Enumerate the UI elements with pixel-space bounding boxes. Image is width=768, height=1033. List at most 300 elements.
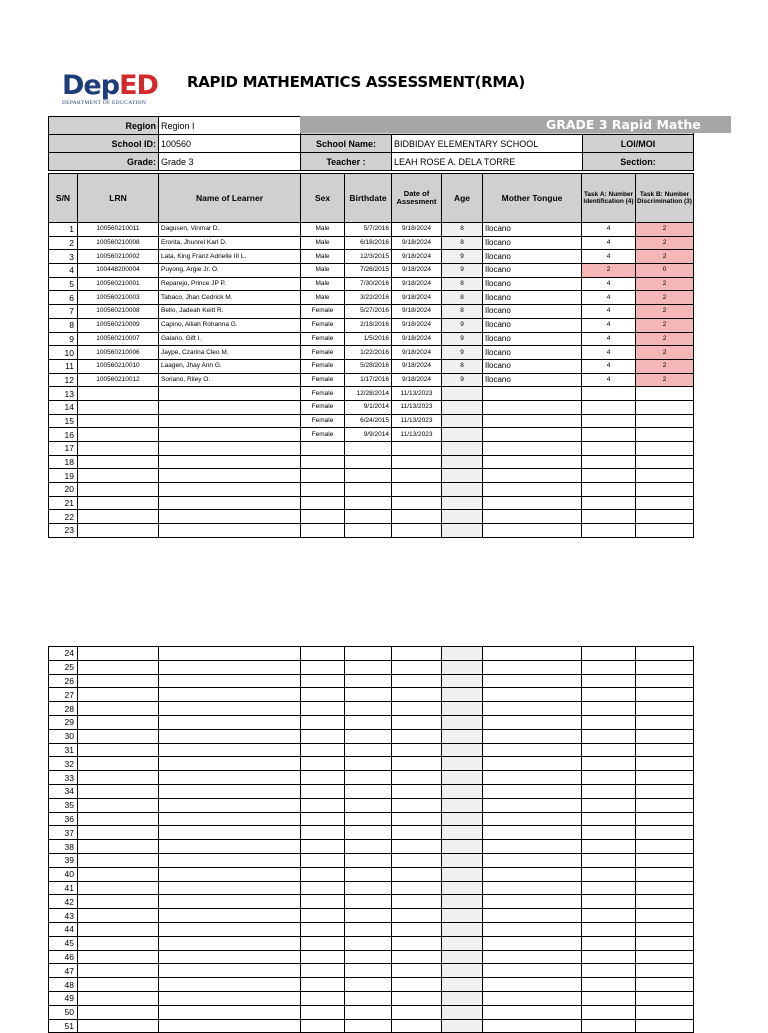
cell-birthdate[interactable]: 3/22/2016: [345, 291, 392, 305]
cell-mother-tongue[interactable]: Ilocano: [483, 346, 582, 360]
cell-empty[interactable]: [636, 784, 694, 798]
cell-date-of-assessment[interactable]: 11/13/2023: [392, 428, 442, 442]
cell-empty[interactable]: [636, 853, 694, 867]
cell-empty[interactable]: [582, 978, 636, 992]
cell-empty[interactable]: [301, 784, 345, 798]
cell-empty[interactable]: [582, 1019, 636, 1033]
cell-empty[interactable]: [442, 647, 483, 661]
cell-empty[interactable]: [345, 729, 392, 743]
cell-birthdate[interactable]: [345, 455, 392, 469]
cell-empty[interactable]: [159, 757, 301, 771]
cell-birthdate[interactable]: 2/18/2016: [345, 318, 392, 332]
school-id-value[interactable]: 100560: [159, 135, 301, 153]
cell-empty[interactable]: [392, 674, 442, 688]
cell-mother-tongue[interactable]: Ilocano: [483, 305, 582, 319]
cell-empty[interactable]: [159, 702, 301, 716]
cell-empty[interactable]: [301, 978, 345, 992]
cell-empty[interactable]: [483, 950, 582, 964]
cell-empty[interactable]: [636, 798, 694, 812]
cell-task-a[interactable]: 4: [582, 291, 636, 305]
cell-age[interactable]: 8: [442, 223, 483, 237]
cell-sn[interactable]: 45: [49, 936, 78, 950]
cell-birthdate[interactable]: 1/17/2016: [345, 373, 392, 387]
cell-sex[interactable]: Female: [301, 373, 345, 387]
cell-sn[interactable]: 12: [49, 373, 78, 387]
cell-task-b[interactable]: [636, 496, 694, 510]
cell-task-a[interactable]: [582, 414, 636, 428]
cell-sn[interactable]: 11: [49, 359, 78, 373]
cell-sex[interactable]: [301, 442, 345, 456]
cell-empty[interactable]: [442, 757, 483, 771]
cell-sn[interactable]: 2: [49, 236, 78, 250]
cell-sex[interactable]: Male: [301, 250, 345, 264]
cell-empty[interactable]: [636, 895, 694, 909]
cell-sn[interactable]: 8: [49, 318, 78, 332]
cell-empty[interactable]: [392, 702, 442, 716]
cell-lrn[interactable]: 100560210009: [78, 318, 159, 332]
cell-sn[interactable]: 23: [49, 524, 78, 538]
cell-empty[interactable]: [392, 978, 442, 992]
cell-empty[interactable]: [345, 702, 392, 716]
school-name-value[interactable]: BIDBIDAY ELEMENTARY SCHOOL: [392, 135, 583, 153]
cell-empty[interactable]: [345, 757, 392, 771]
cell-empty[interactable]: [78, 757, 159, 771]
cell-empty[interactable]: [582, 674, 636, 688]
cell-mother-tongue[interactable]: Ilocano: [483, 264, 582, 278]
cell-empty[interactable]: [582, 909, 636, 923]
cell-empty[interactable]: [582, 867, 636, 881]
cell-empty[interactable]: [483, 964, 582, 978]
cell-lrn[interactable]: [78, 400, 159, 414]
cell-birthdate[interactable]: 12/28/2014: [345, 387, 392, 401]
cell-empty[interactable]: [483, 1005, 582, 1019]
cell-birthdate[interactable]: 9/1/2014: [345, 400, 392, 414]
cell-sn[interactable]: 22: [49, 510, 78, 524]
cell-empty[interactable]: [301, 936, 345, 950]
cell-empty[interactable]: [582, 826, 636, 840]
cell-empty[interactable]: [159, 660, 301, 674]
cell-lrn[interactable]: 100560210008: [78, 236, 159, 250]
cell-empty[interactable]: [483, 936, 582, 950]
cell-empty[interactable]: [345, 950, 392, 964]
cell-sn[interactable]: 38: [49, 840, 78, 854]
cell-task-a[interactable]: 4: [582, 332, 636, 346]
cell-lrn[interactable]: 100448200004: [78, 264, 159, 278]
cell-date-of-assessment[interactable]: [392, 496, 442, 510]
cell-empty[interactable]: [442, 936, 483, 950]
cell-empty[interactable]: [636, 660, 694, 674]
cell-lrn[interactable]: 100560210006: [78, 346, 159, 360]
cell-empty[interactable]: [392, 784, 442, 798]
cell-empty[interactable]: [78, 840, 159, 854]
cell-empty[interactable]: [636, 909, 694, 923]
cell-empty[interactable]: [78, 784, 159, 798]
cell-sn[interactable]: 4: [49, 264, 78, 278]
cell-task-b[interactable]: [636, 400, 694, 414]
cell-task-a[interactable]: 4: [582, 250, 636, 264]
cell-empty[interactable]: [301, 964, 345, 978]
cell-date-of-assessment[interactable]: [392, 510, 442, 524]
cell-empty[interactable]: [392, 909, 442, 923]
cell-birthdate[interactable]: 7/26/2015: [345, 264, 392, 278]
cell-empty[interactable]: [345, 715, 392, 729]
cell-age[interactable]: 8: [442, 305, 483, 319]
cell-empty[interactable]: [483, 757, 582, 771]
cell-empty[interactable]: [301, 729, 345, 743]
cell-empty[interactable]: [159, 936, 301, 950]
cell-empty[interactable]: [442, 715, 483, 729]
cell-empty[interactable]: [345, 812, 392, 826]
cell-birthdate[interactable]: [345, 442, 392, 456]
cell-empty[interactable]: [159, 853, 301, 867]
cell-empty[interactable]: [636, 1005, 694, 1019]
cell-empty[interactable]: [301, 674, 345, 688]
cell-empty[interactable]: [301, 909, 345, 923]
cell-lrn[interactable]: 100560210001: [78, 277, 159, 291]
cell-lrn[interactable]: 100560210008: [78, 305, 159, 319]
cell-empty[interactable]: [483, 909, 582, 923]
cell-empty[interactable]: [159, 798, 301, 812]
cell-empty[interactable]: [442, 991, 483, 1005]
cell-empty[interactable]: [301, 688, 345, 702]
cell-name[interactable]: [159, 455, 301, 469]
cell-sn[interactable]: 44: [49, 922, 78, 936]
cell-name[interactable]: [159, 469, 301, 483]
cell-empty[interactable]: [159, 826, 301, 840]
cell-empty[interactable]: [301, 895, 345, 909]
cell-empty[interactable]: [483, 991, 582, 1005]
cell-date-of-assessment[interactable]: [392, 483, 442, 497]
cell-empty[interactable]: [392, 1019, 442, 1033]
cell-empty[interactable]: [78, 1019, 159, 1033]
cell-empty[interactable]: [442, 771, 483, 785]
cell-lrn[interactable]: [78, 414, 159, 428]
cell-sn[interactable]: 48: [49, 978, 78, 992]
cell-empty[interactable]: [582, 895, 636, 909]
cell-age[interactable]: [442, 428, 483, 442]
cell-birthdate[interactable]: 1/22/2016: [345, 346, 392, 360]
cell-empty[interactable]: [345, 909, 392, 923]
cell-sn[interactable]: 49: [49, 991, 78, 1005]
cell-age[interactable]: [442, 387, 483, 401]
cell-empty[interactable]: [345, 840, 392, 854]
cell-empty[interactable]: [345, 798, 392, 812]
cell-date-of-assessment[interactable]: 9/18/2024: [392, 332, 442, 346]
cell-age[interactable]: 8: [442, 236, 483, 250]
cell-empty[interactable]: [159, 978, 301, 992]
cell-task-a[interactable]: [582, 428, 636, 442]
cell-lrn[interactable]: [78, 469, 159, 483]
cell-lrn[interactable]: [78, 483, 159, 497]
cell-empty[interactable]: [483, 895, 582, 909]
cell-task-a[interactable]: [582, 455, 636, 469]
cell-empty[interactable]: [483, 826, 582, 840]
cell-sn[interactable]: 51: [49, 1019, 78, 1033]
cell-empty[interactable]: [159, 812, 301, 826]
cell-empty[interactable]: [345, 964, 392, 978]
cell-date-of-assessment[interactable]: [392, 442, 442, 456]
cell-empty[interactable]: [301, 757, 345, 771]
cell-empty[interactable]: [345, 660, 392, 674]
cell-lrn[interactable]: [78, 387, 159, 401]
cell-sn[interactable]: 18: [49, 455, 78, 469]
cell-empty[interactable]: [301, 702, 345, 716]
cell-birthdate[interactable]: [345, 469, 392, 483]
cell-empty[interactable]: [78, 743, 159, 757]
cell-empty[interactable]: [442, 950, 483, 964]
cell-date-of-assessment[interactable]: [392, 524, 442, 538]
cell-task-a[interactable]: 4: [582, 223, 636, 237]
cell-empty[interactable]: [345, 826, 392, 840]
cell-sn[interactable]: 24: [49, 647, 78, 661]
cell-empty[interactable]: [392, 1005, 442, 1019]
cell-empty[interactable]: [301, 743, 345, 757]
cell-empty[interactable]: [301, 881, 345, 895]
cell-empty[interactable]: [159, 922, 301, 936]
cell-sex[interactable]: [301, 510, 345, 524]
cell-empty[interactable]: [442, 812, 483, 826]
cell-age[interactable]: [442, 483, 483, 497]
cell-name[interactable]: Capino, Alliah Rohanna G.: [159, 318, 301, 332]
cell-age[interactable]: [442, 510, 483, 524]
cell-empty[interactable]: [483, 978, 582, 992]
cell-sn[interactable]: 25: [49, 660, 78, 674]
cell-sex[interactable]: [301, 469, 345, 483]
cell-empty[interactable]: [78, 867, 159, 881]
cell-mother-tongue[interactable]: [483, 455, 582, 469]
cell-sn[interactable]: 32: [49, 757, 78, 771]
cell-empty[interactable]: [582, 757, 636, 771]
cell-sn[interactable]: 27: [49, 688, 78, 702]
cell-date-of-assessment[interactable]: 11/13/2023: [392, 387, 442, 401]
cell-name[interactable]: Lata, King Franz Adrielle III L.: [159, 250, 301, 264]
cell-empty[interactable]: [483, 853, 582, 867]
cell-sex[interactable]: Female: [301, 346, 345, 360]
cell-sn[interactable]: 17: [49, 442, 78, 456]
cell-birthdate[interactable]: 7/30/2016: [345, 277, 392, 291]
cell-sex[interactable]: Female: [301, 305, 345, 319]
cell-empty[interactable]: [345, 881, 392, 895]
cell-empty[interactable]: [301, 826, 345, 840]
cell-empty[interactable]: [582, 964, 636, 978]
cell-empty[interactable]: [483, 688, 582, 702]
cell-age[interactable]: [442, 400, 483, 414]
cell-empty[interactable]: [159, 688, 301, 702]
cell-empty[interactable]: [392, 991, 442, 1005]
cell-empty[interactable]: [442, 688, 483, 702]
cell-empty[interactable]: [392, 729, 442, 743]
cell-empty[interactable]: [392, 715, 442, 729]
cell-empty[interactable]: [78, 950, 159, 964]
cell-empty[interactable]: [442, 1019, 483, 1033]
cell-empty[interactable]: [78, 715, 159, 729]
cell-empty[interactable]: [442, 895, 483, 909]
cell-mother-tongue[interactable]: Ilocano: [483, 373, 582, 387]
cell-empty[interactable]: [636, 702, 694, 716]
cell-empty[interactable]: [442, 702, 483, 716]
cell-empty[interactable]: [345, 867, 392, 881]
cell-task-a[interactable]: [582, 442, 636, 456]
grade-value[interactable]: Grade 3: [159, 153, 301, 171]
cell-empty[interactable]: [78, 674, 159, 688]
cell-empty[interactable]: [392, 922, 442, 936]
cell-empty[interactable]: [159, 964, 301, 978]
cell-sn[interactable]: 42: [49, 895, 78, 909]
cell-task-b[interactable]: 2: [636, 291, 694, 305]
cell-empty[interactable]: [345, 1019, 392, 1033]
cell-empty[interactable]: [345, 895, 392, 909]
cell-empty[interactable]: [392, 757, 442, 771]
cell-empty[interactable]: [301, 1019, 345, 1033]
cell-date-of-assessment[interactable]: 9/18/2024: [392, 318, 442, 332]
cell-name[interactable]: Dagusen, Vinmar D.: [159, 223, 301, 237]
cell-empty[interactable]: [582, 1005, 636, 1019]
cell-sn[interactable]: 9: [49, 332, 78, 346]
cell-age[interactable]: 9: [442, 332, 483, 346]
cell-empty[interactable]: [159, 1019, 301, 1033]
cell-empty[interactable]: [442, 853, 483, 867]
cell-mother-tongue[interactable]: [483, 524, 582, 538]
cell-empty[interactable]: [345, 936, 392, 950]
cell-lrn[interactable]: 100560210010: [78, 359, 159, 373]
cell-lrn[interactable]: [78, 442, 159, 456]
cell-empty[interactable]: [392, 881, 442, 895]
cell-empty[interactable]: [159, 950, 301, 964]
cell-lrn[interactable]: [78, 455, 159, 469]
cell-empty[interactable]: [483, 812, 582, 826]
cell-empty[interactable]: [392, 895, 442, 909]
cell-birthdate[interactable]: 6/18/2016: [345, 236, 392, 250]
cell-empty[interactable]: [483, 729, 582, 743]
cell-empty[interactable]: [392, 853, 442, 867]
cell-task-b[interactable]: [636, 483, 694, 497]
cell-birthdate[interactable]: 6/24/2015: [345, 414, 392, 428]
cell-empty[interactable]: [442, 674, 483, 688]
cell-empty[interactable]: [636, 991, 694, 1005]
cell-empty[interactable]: [442, 964, 483, 978]
cell-empty[interactable]: [442, 798, 483, 812]
cell-empty[interactable]: [301, 950, 345, 964]
cell-empty[interactable]: [345, 674, 392, 688]
cell-empty[interactable]: [636, 922, 694, 936]
cell-empty[interactable]: [392, 840, 442, 854]
cell-task-a[interactable]: [582, 510, 636, 524]
cell-task-b[interactable]: 2: [636, 332, 694, 346]
cell-empty[interactable]: [301, 853, 345, 867]
cell-sn[interactable]: 20: [49, 483, 78, 497]
cell-date-of-assessment[interactable]: 9/18/2024: [392, 291, 442, 305]
cell-empty[interactable]: [301, 1005, 345, 1019]
cell-empty[interactable]: [582, 798, 636, 812]
cell-sn[interactable]: 16: [49, 428, 78, 442]
cell-task-a[interactable]: 4: [582, 346, 636, 360]
cell-name[interactable]: Galario, Gift I.: [159, 332, 301, 346]
cell-lrn[interactable]: 100560210007: [78, 332, 159, 346]
cell-name[interactable]: Jaype, Czarina Cleo M.: [159, 346, 301, 360]
cell-empty[interactable]: [78, 688, 159, 702]
cell-empty[interactable]: [392, 964, 442, 978]
cell-sn[interactable]: 34: [49, 784, 78, 798]
cell-empty[interactable]: [159, 729, 301, 743]
cell-empty[interactable]: [636, 743, 694, 757]
cell-empty[interactable]: [78, 660, 159, 674]
cell-mother-tongue[interactable]: [483, 483, 582, 497]
cell-empty[interactable]: [582, 881, 636, 895]
cell-name[interactable]: [159, 510, 301, 524]
cell-empty[interactable]: [636, 812, 694, 826]
cell-empty[interactable]: [442, 909, 483, 923]
cell-mother-tongue[interactable]: Ilocano: [483, 332, 582, 346]
cell-empty[interactable]: [392, 867, 442, 881]
cell-mother-tongue[interactable]: [483, 510, 582, 524]
cell-sex[interactable]: Female: [301, 414, 345, 428]
cell-age[interactable]: [442, 414, 483, 428]
cell-date-of-assessment[interactable]: 9/18/2024: [392, 359, 442, 373]
cell-empty[interactable]: [442, 922, 483, 936]
cell-birthdate[interactable]: 9/9/2014: [345, 428, 392, 442]
cell-lrn[interactable]: [78, 496, 159, 510]
cell-empty[interactable]: [78, 936, 159, 950]
cell-task-a[interactable]: 4: [582, 277, 636, 291]
cell-age[interactable]: [442, 442, 483, 456]
cell-date-of-assessment[interactable]: 9/18/2024: [392, 346, 442, 360]
cell-date-of-assessment[interactable]: 9/18/2024: [392, 277, 442, 291]
cell-empty[interactable]: [392, 647, 442, 661]
cell-empty[interactable]: [636, 757, 694, 771]
cell-empty[interactable]: [301, 840, 345, 854]
cell-empty[interactable]: [442, 826, 483, 840]
cell-empty[interactable]: [345, 647, 392, 661]
cell-empty[interactable]: [636, 950, 694, 964]
cell-sn[interactable]: 21: [49, 496, 78, 510]
cell-empty[interactable]: [636, 771, 694, 785]
cell-date-of-assessment[interactable]: 9/18/2024: [392, 250, 442, 264]
cell-date-of-assessment[interactable]: [392, 469, 442, 483]
cell-empty[interactable]: [78, 909, 159, 923]
cell-sn[interactable]: 10: [49, 346, 78, 360]
cell-mother-tongue[interactable]: Ilocano: [483, 236, 582, 250]
cell-name[interactable]: Laagen, Jhay Ann G.: [159, 359, 301, 373]
cell-empty[interactable]: [483, 660, 582, 674]
cell-empty[interactable]: [582, 688, 636, 702]
cell-task-a[interactable]: [582, 469, 636, 483]
cell-age[interactable]: 8: [442, 359, 483, 373]
cell-task-b[interactable]: 2: [636, 236, 694, 250]
cell-empty[interactable]: [345, 743, 392, 757]
cell-sex[interactable]: Female: [301, 332, 345, 346]
cell-empty[interactable]: [159, 743, 301, 757]
cell-sex[interactable]: Male: [301, 291, 345, 305]
cell-empty[interactable]: [582, 991, 636, 1005]
cell-sex[interactable]: [301, 483, 345, 497]
cell-name[interactable]: [159, 496, 301, 510]
cell-empty[interactable]: [636, 1019, 694, 1033]
cell-empty[interactable]: [78, 853, 159, 867]
cell-empty[interactable]: [78, 647, 159, 661]
cell-sex[interactable]: Male: [301, 264, 345, 278]
cell-empty[interactable]: [78, 881, 159, 895]
cell-empty[interactable]: [483, 647, 582, 661]
cell-empty[interactable]: [582, 950, 636, 964]
cell-empty[interactable]: [582, 936, 636, 950]
cell-lrn[interactable]: 100560210011: [78, 223, 159, 237]
cell-empty[interactable]: [78, 812, 159, 826]
cell-mother-tongue[interactable]: [483, 387, 582, 401]
cell-empty[interactable]: [345, 853, 392, 867]
cell-empty[interactable]: [483, 743, 582, 757]
cell-empty[interactable]: [392, 950, 442, 964]
cell-age[interactable]: 9: [442, 318, 483, 332]
